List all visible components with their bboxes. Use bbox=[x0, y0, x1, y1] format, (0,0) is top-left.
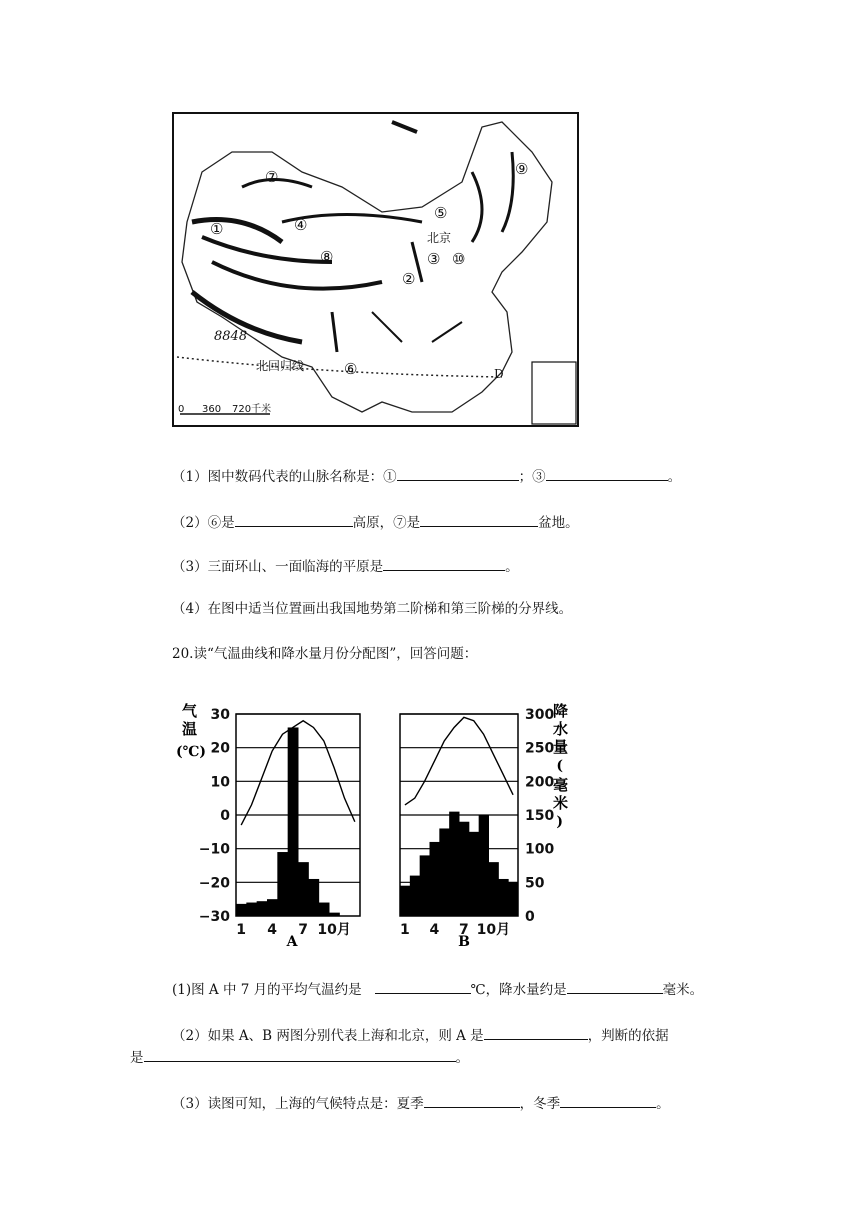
temp-axis-title-unit: (℃) bbox=[176, 744, 207, 760]
label-4: ④ bbox=[294, 216, 308, 234]
precip-bar bbox=[469, 832, 479, 916]
x-tick-b-0: 1 bbox=[400, 922, 410, 938]
precip-title-4: ( bbox=[556, 758, 563, 774]
scale-360: 360 bbox=[202, 404, 222, 415]
q2-blank-6[interactable] bbox=[235, 512, 353, 527]
a1-blank-precip[interactable] bbox=[567, 979, 663, 994]
a2-blank-basis[interactable] bbox=[144, 1047, 456, 1062]
precip-tick-1: 250 bbox=[525, 740, 555, 757]
question-20: 20.读“气温曲线和降水量月份分配图”，回答问题： bbox=[172, 646, 478, 662]
panel-b-label: B bbox=[458, 934, 470, 950]
x-tick-a-1: 4 bbox=[267, 922, 278, 938]
precip-bar bbox=[277, 852, 288, 916]
x-tick-b-3: 10月 bbox=[476, 922, 511, 938]
q1-blank-1[interactable] bbox=[397, 466, 519, 481]
china-terrain-map bbox=[172, 112, 580, 428]
a3-end: 。 bbox=[656, 1096, 670, 1112]
answer-3 bbox=[172, 1093, 670, 1113]
precip-tick-4: 100 bbox=[525, 841, 555, 858]
precip-title-7: ) bbox=[556, 814, 563, 830]
precip-tick-6: 0 bbox=[525, 909, 535, 925]
label-9: ⑨ bbox=[515, 160, 529, 178]
q1-blank-3[interactable] bbox=[546, 466, 668, 481]
precip-title-5: 毫 bbox=[552, 776, 568, 794]
beijing-label: 北京 bbox=[427, 231, 452, 245]
label-2: ② bbox=[402, 270, 416, 288]
label-10: ⑩ bbox=[452, 250, 466, 268]
precip-bar bbox=[449, 812, 459, 916]
q2-prefix: （2）⑥是 bbox=[172, 515, 235, 531]
q1-prefix: （1）图中数码代表的山脉名称是：① bbox=[172, 469, 397, 485]
precip-axis-title bbox=[552, 702, 568, 830]
x-tick-a-2: 7 bbox=[298, 922, 309, 938]
temp-tick-2: 10 bbox=[210, 774, 230, 791]
a2-end: 。 bbox=[455, 1050, 469, 1066]
question-3 bbox=[172, 556, 519, 576]
x-tick-a-0: 1 bbox=[236, 922, 247, 938]
precip-title-6: 米 bbox=[552, 794, 568, 812]
scale-0: 0 bbox=[178, 404, 185, 415]
temp-tick-3: 0 bbox=[220, 808, 230, 824]
precip-title-2: 水 bbox=[552, 720, 568, 738]
q1-sep: ；③ bbox=[518, 469, 546, 485]
temp-tick-labels bbox=[199, 707, 230, 925]
label-8: ⑧ bbox=[320, 248, 334, 266]
precip-tick-2: 200 bbox=[525, 774, 555, 791]
temp-tick-6: −30 bbox=[198, 909, 230, 925]
precip-bar bbox=[459, 822, 469, 916]
precip-bar bbox=[479, 815, 489, 916]
precip-tick-0: 300 bbox=[525, 707, 555, 723]
precip-bar bbox=[508, 882, 518, 916]
precip-bar bbox=[410, 876, 420, 916]
tropic-label: 北回归线 bbox=[256, 359, 305, 373]
label-5: ⑤ bbox=[434, 204, 448, 222]
temp-tick-5: −20 bbox=[198, 875, 230, 892]
x-tick-b-1: 4 bbox=[429, 922, 440, 938]
precip-title-3: 量 bbox=[552, 738, 568, 756]
x-tick-a-3: 10月 bbox=[317, 922, 351, 938]
a3-prefix: （3）读图可知，上海的气候特点是：夏季 bbox=[172, 1096, 424, 1112]
precip-bar bbox=[236, 904, 247, 916]
precip-bar bbox=[498, 879, 508, 916]
temp-axis-title-2: 温 bbox=[182, 720, 198, 738]
a3-blank-summer[interactable] bbox=[424, 1093, 520, 1108]
climate-charts bbox=[170, 698, 570, 950]
q2-mid: 高原，⑦是 bbox=[352, 515, 421, 531]
q3-blank[interactable] bbox=[383, 556, 505, 571]
q2-end: 盆地。 bbox=[538, 515, 579, 531]
answer-2 bbox=[172, 1025, 669, 1045]
a1-blank-temp[interactable] bbox=[375, 979, 471, 994]
x-tick-b-2: 7 bbox=[459, 922, 469, 938]
a2-line2-prefix: 是 bbox=[130, 1050, 144, 1066]
temp-tick-1: 20 bbox=[210, 740, 230, 757]
precip-tick-5: 50 bbox=[525, 875, 545, 892]
label-6: ⑥ bbox=[344, 360, 358, 378]
a1-end: 毫米。 bbox=[662, 982, 704, 998]
a2-prefix: （2）如果 A、B 两图分别代表上海和北京，则 A 是 bbox=[172, 1028, 484, 1044]
precip-bar bbox=[246, 903, 257, 916]
everest-label: 8848 bbox=[214, 329, 248, 344]
a1-mid: ℃，降水量约是 bbox=[470, 982, 567, 998]
label-7: ⑦ bbox=[265, 168, 279, 186]
temp-tick-0: 30 bbox=[210, 707, 230, 723]
a1-prefix: (1)图 A 中 7 月的平均气温约是 bbox=[172, 982, 362, 998]
precip-bar bbox=[288, 727, 299, 916]
precip-bar bbox=[308, 879, 319, 916]
answer-2-line-2 bbox=[130, 1047, 469, 1067]
label-1: ① bbox=[210, 220, 224, 238]
question-1 bbox=[172, 466, 681, 486]
temp-axis-title-1: 气 bbox=[182, 702, 198, 720]
precip-bar bbox=[439, 828, 449, 916]
precip-tick-labels bbox=[525, 707, 554, 925]
answer-1 bbox=[172, 979, 703, 999]
precip-bar bbox=[430, 842, 440, 916]
a3-blank-winter[interactable] bbox=[560, 1093, 656, 1108]
precip-bar bbox=[267, 899, 278, 916]
precip-bar bbox=[257, 901, 268, 916]
precip-bar bbox=[420, 855, 430, 916]
question-4: （4）在图中适当位置画出我国地势第二阶梯和第三阶梯的分界线。 bbox=[172, 601, 573, 617]
scale-720: 720千米 bbox=[232, 404, 272, 415]
precip-bar bbox=[298, 862, 309, 916]
point-d: D bbox=[494, 367, 504, 381]
a3-mid: ，冬季 bbox=[519, 1096, 561, 1112]
panel-a-label: A bbox=[286, 934, 298, 950]
q2-blank-7[interactable] bbox=[420, 512, 538, 527]
q3-prefix: （3）三面环山、一面临海的平原是 bbox=[172, 559, 384, 575]
panel-b-plot bbox=[400, 714, 519, 916]
precip-title-1: 降 bbox=[552, 702, 568, 720]
label-3: ③ bbox=[427, 250, 441, 268]
precip-tick-3: 150 bbox=[525, 808, 555, 824]
a2-mid: ，判断的依据 bbox=[587, 1028, 669, 1044]
temp-tick-4: −10 bbox=[198, 841, 230, 858]
q1-end: 。 bbox=[667, 469, 682, 485]
temperature-line bbox=[405, 717, 513, 805]
q3-end: 。 bbox=[505, 559, 519, 575]
question-2 bbox=[172, 512, 579, 532]
precip-bar bbox=[319, 903, 330, 916]
precip-bar bbox=[489, 862, 499, 916]
a2-blank-city[interactable] bbox=[484, 1025, 588, 1040]
precip-bar bbox=[400, 886, 410, 916]
panel-a-plot bbox=[236, 714, 360, 916]
